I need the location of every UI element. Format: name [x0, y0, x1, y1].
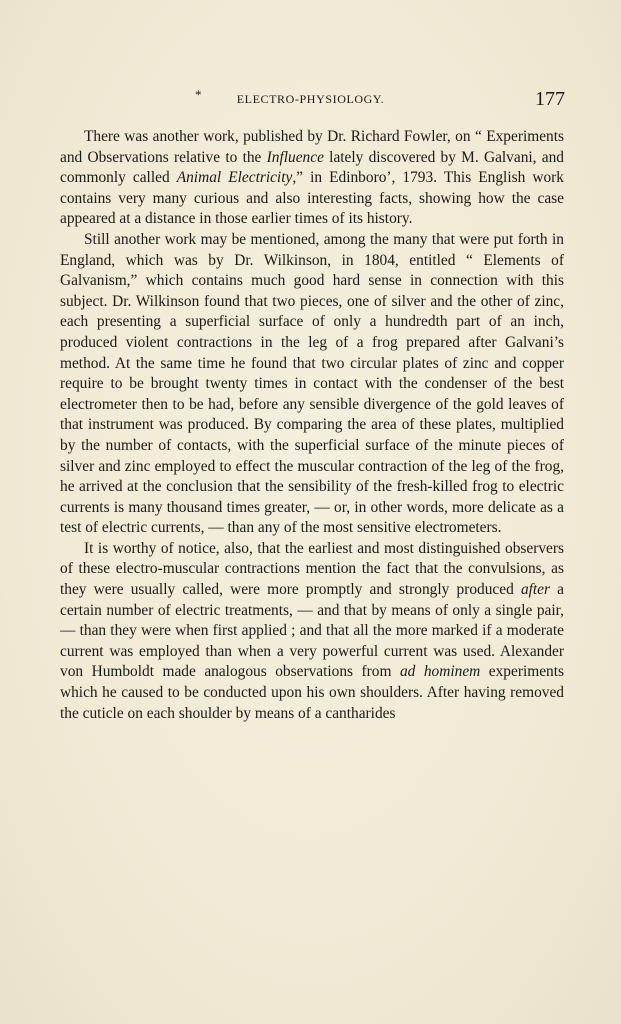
body-text: [60, 127, 564, 724]
italic-text-run: ad hominem: [399, 663, 481, 681]
text-run: Still another work may be mentioned, among the many that were put forth in England, which was by Dr. Wilkinson, in 1804, entitled “ Elements of Galvanism,” which contains much good hard sense in connection with this subject. Dr. Wilkinson found that two pieces, one of silver and the other of zinc, each presenting a superficial surface of only a hundredth part of an inch, produced violent contractions in the leg of a frog prepared after Galvani’s method. At the same time he found that two circular plates of zinc and copper require to be brought twenty times in contact with the condenser of the best electrometer then to be had, before any sensible divergence of the gold leaves of that instrument was produced. By comparing the area of these plates, multiplied by the number of contacts, with the superficial surface of the minute pieces of silver and zinc employed to effect the muscular contraction of the leg of the frog, he arrived at the conclusion that the sensibility of the fresh-killed frog to electric currents is many thousand times greater, — or, in other words, more delicate as a test of electric currents, — than any of the most sensitive electrometers.: [60, 230, 564, 537]
paragraph: [60, 539, 564, 724]
italic-text-run: Animal Electricity: [176, 169, 293, 187]
page-header: [0, 88, 621, 112]
text-run: experiments which he caused to be conducted upon his own shoulders. After having removed the cuticle on each shoulder by means of a cantharides: [60, 663, 564, 722]
text-run: ,” in Edinboro’, 1793. This English work contains very many curious and also interesting facts, showing how the case appeared at a distance in those earlier times of its history.: [60, 169, 564, 228]
text-run: a certain number of electric treatments, — and that by means of only a single pair, — than they were when first applied ; and that all the more marked if a moderate current was employed than when a very powerful current was used. Alexander von Humboldt made analogous observations from: [60, 581, 565, 681]
running-head-title: ELECTRO-PHYSIOLOGY.: [236, 92, 385, 106]
page-number: 177: [535, 88, 565, 110]
paragraph: [60, 230, 564, 539]
text-run: It is worthy of notice, also, that the earliest and most distinguished observers of these electro-muscular contractions mention the fact that the convulsions, as they were usually called, were more promptly and strongly produced: [60, 539, 564, 599]
italic-text-run: Influence: [266, 148, 324, 166]
text-run: lately discovered by M. Galvani, and commonly called: [60, 148, 565, 187]
header-ornament: *: [195, 87, 202, 102]
paragraph: [60, 127, 564, 230]
italic-text-run: after: [520, 581, 551, 599]
text-run: There was another work, published by Dr. Richard Fowler, on “ Experiments and Observations relative to the: [60, 128, 564, 166]
